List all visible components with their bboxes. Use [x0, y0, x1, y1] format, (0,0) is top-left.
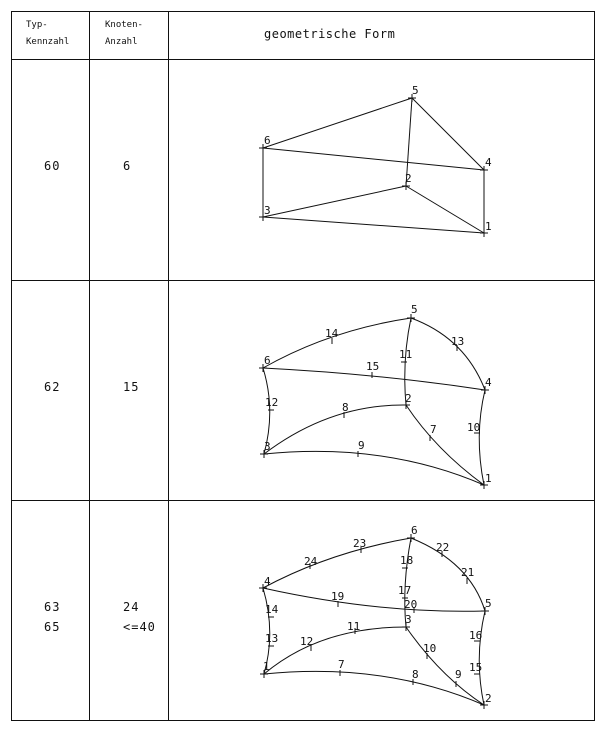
node-label: 1: [485, 220, 492, 233]
node-label: 12: [265, 396, 279, 409]
type-code-value: 65: [44, 620, 61, 634]
node-count-value: <=40: [123, 620, 156, 634]
node-label: 20: [404, 598, 418, 611]
node-label: 3: [264, 204, 271, 217]
type-code-value: 62: [44, 380, 61, 394]
header-type-code-line2: Kennzahl: [26, 37, 70, 47]
header-type-code-line1: Typ-: [26, 20, 48, 30]
node-label: 24: [304, 555, 318, 568]
node-label: 7: [338, 658, 345, 671]
node-label: 4: [485, 156, 492, 169]
node-label: 22: [436, 541, 450, 554]
node-label: 9: [455, 668, 462, 681]
node-label: 5: [485, 597, 492, 610]
node-label: 11: [347, 620, 361, 633]
node-label: 8: [412, 668, 419, 681]
node-label: 2: [485, 692, 492, 705]
node-label: 3: [264, 440, 271, 453]
node-label: 1: [485, 472, 492, 485]
node-label: 13: [451, 335, 465, 348]
node-label: 6: [264, 354, 271, 367]
header-node-count-line1: Knoten-: [105, 20, 143, 30]
node-label: 15: [469, 661, 483, 674]
node-label: 18: [400, 554, 414, 567]
header-node-count-line2: Anzahl: [105, 37, 138, 47]
node-label: 11: [399, 348, 413, 361]
node-label: 3: [405, 613, 412, 626]
node-label: 2: [405, 172, 412, 185]
node-label: 10: [467, 421, 481, 434]
header-geometric-form: geometrische Form: [264, 27, 396, 41]
type-code-value: 63: [44, 600, 61, 614]
node-label: 23: [353, 537, 367, 550]
node-label: 21: [461, 566, 475, 579]
node-label: 4: [485, 376, 492, 389]
node-label: 7: [430, 423, 437, 436]
node-label: 14: [265, 603, 279, 616]
node-label: 5: [412, 84, 419, 97]
node-label: 5: [411, 303, 418, 316]
node-label: 19: [331, 590, 345, 603]
node-label: 1: [263, 660, 270, 673]
node-label: 13: [265, 632, 279, 645]
node-label: 9: [358, 439, 365, 452]
node-label: 14: [325, 327, 339, 340]
type-code-value: 60: [44, 159, 61, 173]
node-count-value: 15: [123, 380, 140, 394]
node-label: 6: [411, 524, 418, 537]
node-label: 8: [342, 401, 349, 414]
node-label: 17: [398, 584, 412, 597]
node-count-value: 24: [123, 600, 140, 614]
node-label: 12: [300, 635, 314, 648]
node-label: 4: [264, 575, 271, 588]
node-label: 16: [469, 629, 483, 642]
node-label: 10: [423, 642, 437, 655]
node-label: 2: [405, 392, 412, 405]
node-label: 15: [366, 360, 380, 373]
node-label: 6: [264, 134, 271, 147]
node-count-value: 6: [123, 159, 132, 173]
